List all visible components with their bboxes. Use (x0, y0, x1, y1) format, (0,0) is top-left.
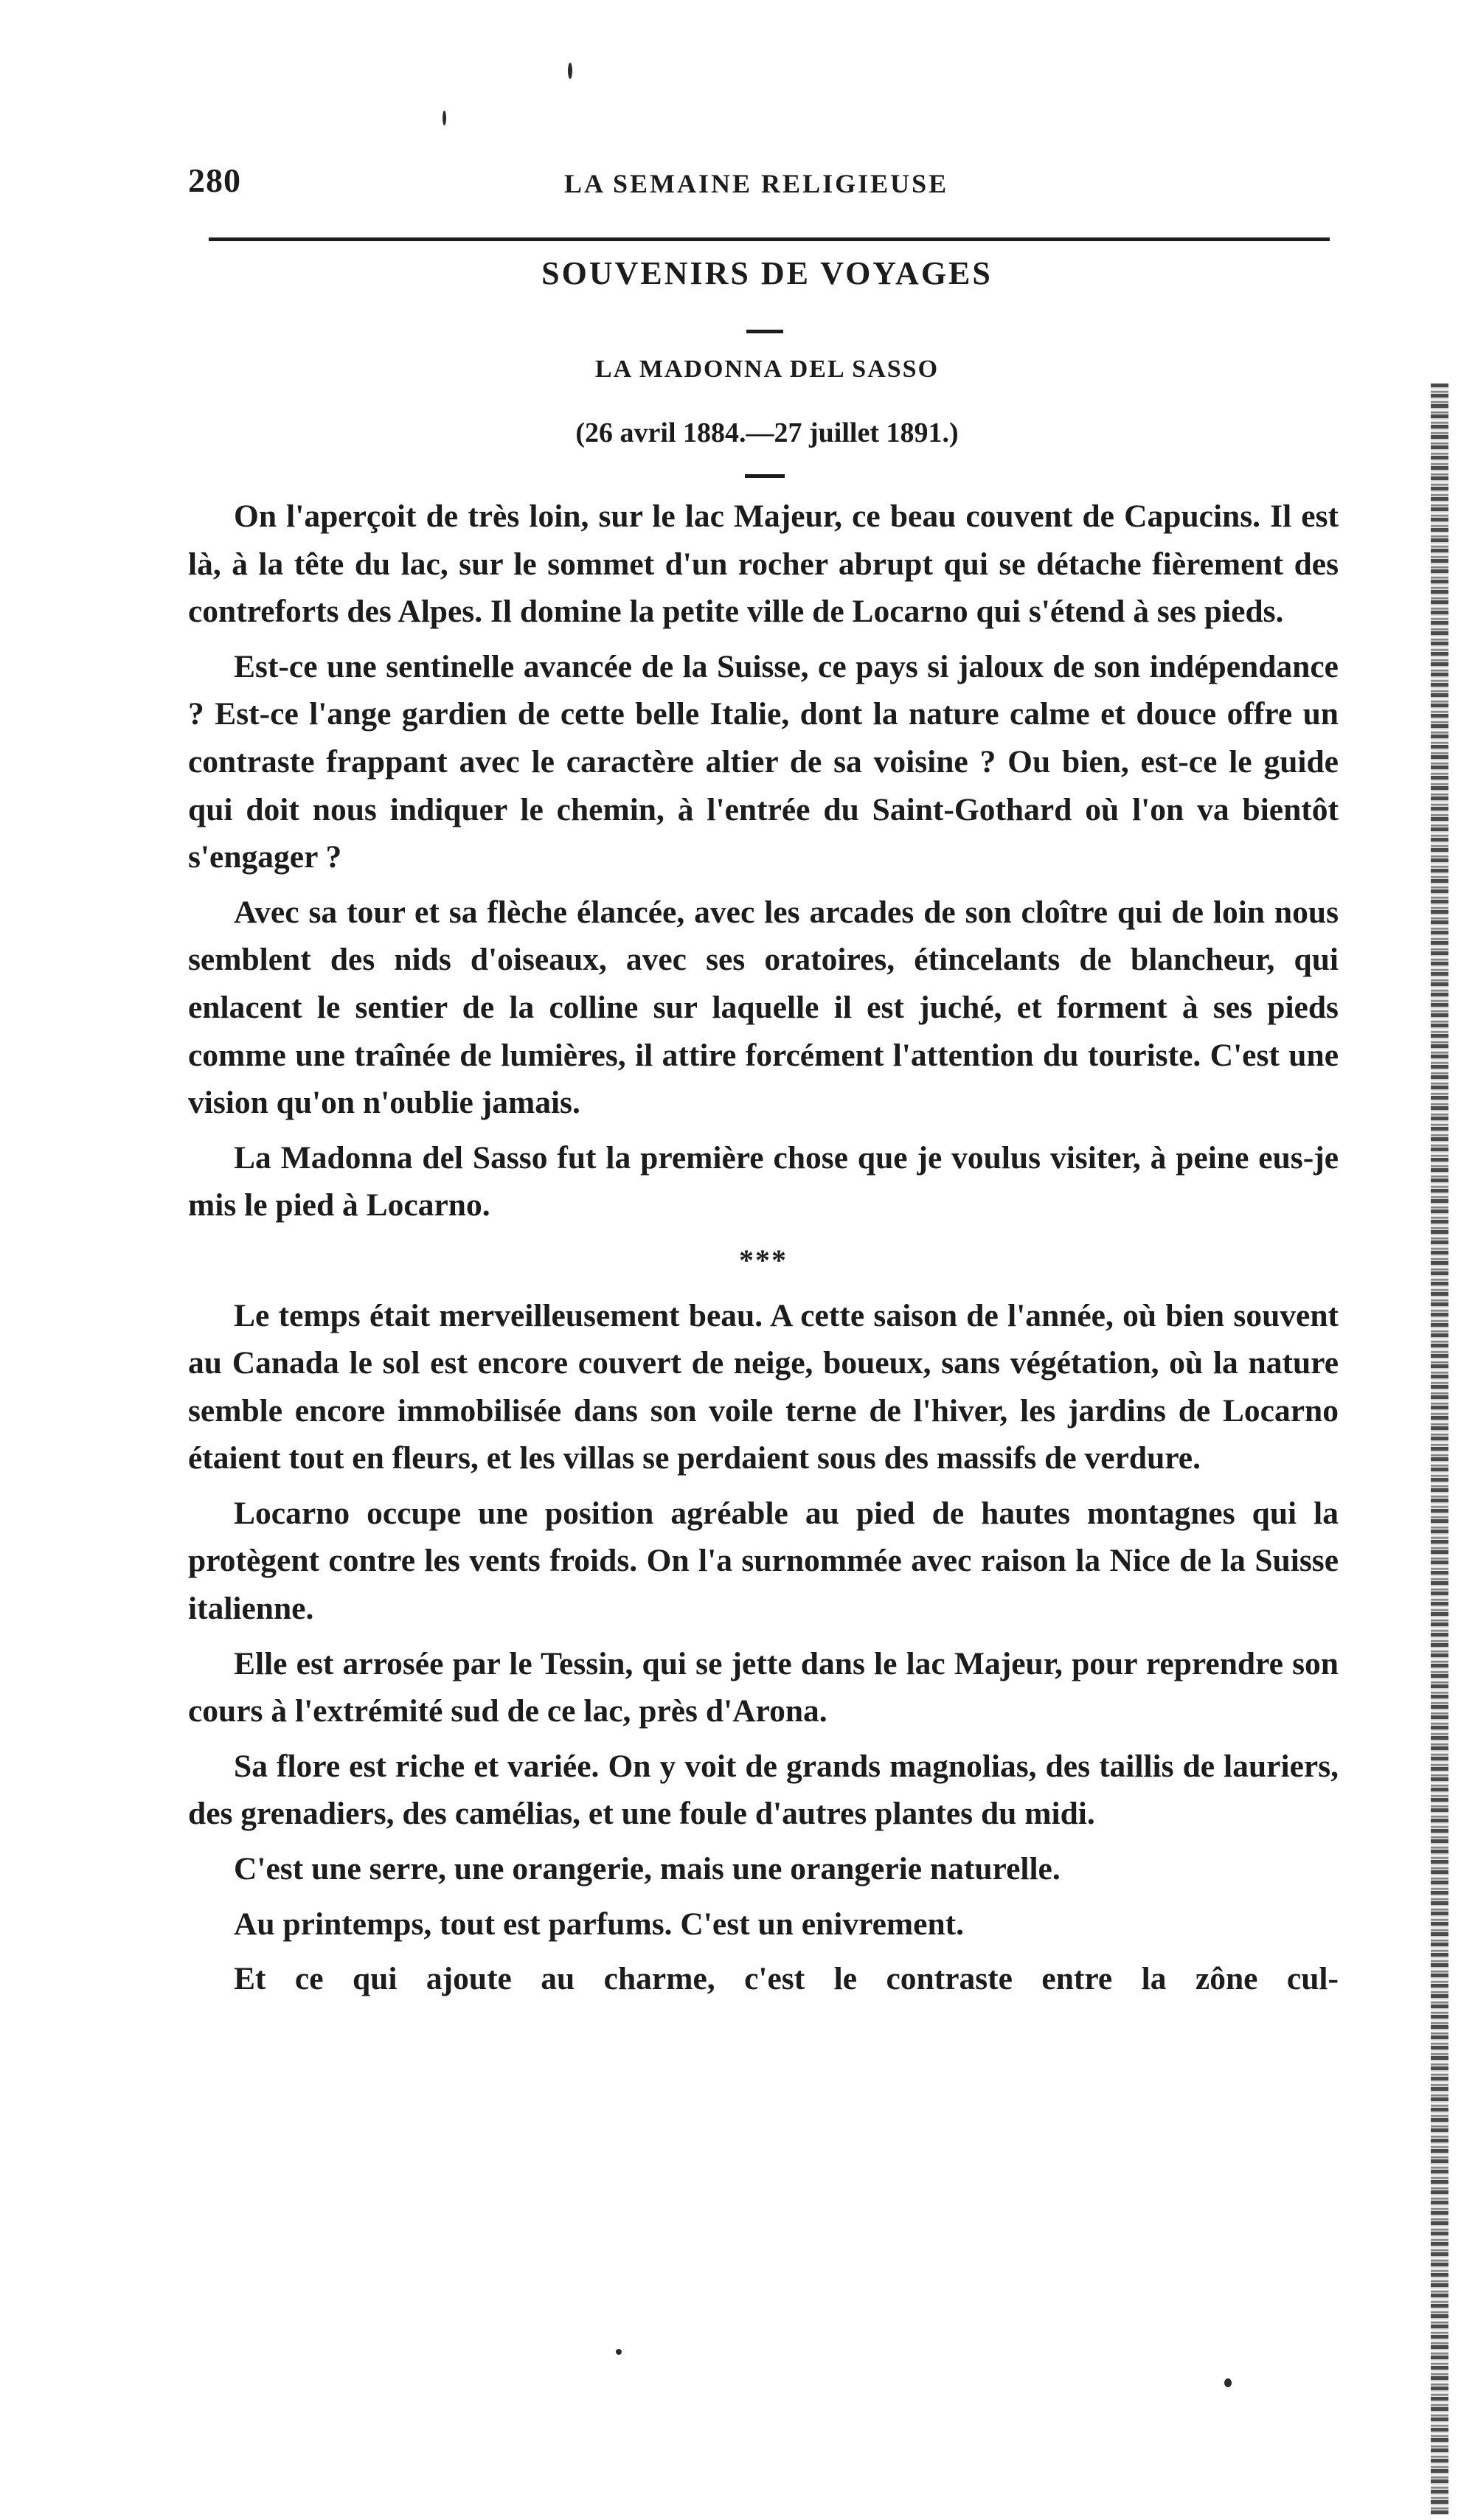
scan-edge-noise (1431, 383, 1448, 2515)
scan-speck (1224, 2378, 1232, 2387)
title-rule (746, 330, 783, 333)
scan-speck (616, 2349, 622, 2355)
paragraph: Elle est arrosée par le Tessin, qui se jette dans le lac Majeur, pour reprendre son cours à l'extrémité sud de ce lac, près d'Arona. (188, 1645, 1339, 1729)
paragraph: Et ce qui ajoute au charme, c'est le contraste entre la zône cul- (234, 1961, 1339, 1997)
paragraph: Le temps était merveilleusement beau. A cette saison de l'année, où bien souvent au Canada le sol est encore couvert de neige, boueux, sans végétation, où la nature semble encore immobilisée dans son voile terne de l'hiver, les jardins de Locarno étaient tout en fleurs, et les villas se perdaient sous des massifs de verdure. (188, 1297, 1339, 1476)
paragraph: Avec sa tour et sa flèche élancée, avec les arcades de son cloître qui de loin nous semblent des nids d'oiseaux, avec ses oratoires, étincelants de blancheur, qui enlacent le sentier de la colline sur laquelle il est juché, et forment à ses pieds comme une traînée de lumières, il attire forcément l'attention du touriste. C'est une vision qu'on n'oublie jamais. (188, 894, 1339, 1121)
page-number: 280 (188, 162, 241, 199)
paragraph: La Madonna del Sasso fut la première chose que je voulus visiter, à peine eus-je mis le pied à Locarno. (188, 1139, 1339, 1223)
paragraph: Locarno occupe une position agréable au pied de hautes montagnes qui la protègent contre les vents froids. On l'a surnommée avec raison la Nice de la Suisse italienne. (188, 1495, 1339, 1627)
article-body (188, 493, 1339, 2010)
section-asterism: *** (739, 1243, 788, 1277)
article-title: SOUVENIRS DE VOYAGES (541, 255, 993, 291)
scan-speck (568, 63, 572, 79)
paragraph: Au printemps, tout est parfums. C'est un enivrement. (234, 1906, 965, 1942)
dateline: (26 avril 1884.—27 juillet 1891.) (575, 417, 959, 448)
journal-title: LA SEMAINE RELIGIEUSE (564, 169, 949, 198)
dateline-rule (745, 474, 785, 478)
running-head (188, 161, 1339, 212)
scan-speck (443, 111, 446, 125)
article-subtitle: LA MADONNA DEL SASSO (594, 355, 940, 383)
paragraph: C'est une serre, une orangerie, mais une orangerie naturelle. (234, 1851, 1061, 1887)
paragraph: Sa flore est riche et variée. On y voit de grands magnolias, des taillis de lauriers, des grenadiers, des camélias, et une foule d'autres plantes du midi. (188, 1748, 1339, 1832)
paragraph: Est-ce une sentinelle avancée de la Suisse, ce pays si jaloux de son indépendance ? Est-ce l'ange gardien de cette belle Italie, dont la nature calme et douce offre un contraste frappant avec le caractère altier de sa voisine ? Ou bien, est-ce le guide qui doit nous indiquer le chemin, à l'entrée du Saint-Gothard où l'on va bientôt s'engager ? (188, 648, 1339, 875)
header-rule (209, 237, 1330, 241)
paragraph: On l'aperçoit de très loin, sur le lac Majeur, ce beau couvent de Capucins. Il est là, à la tête du lac, sur le sommet d'un rocher abrupt qui se détache fièrement des contreforts des Alpes. Il domine la petite ville de Locarno qui s'étend à ses pieds. (188, 499, 1339, 630)
